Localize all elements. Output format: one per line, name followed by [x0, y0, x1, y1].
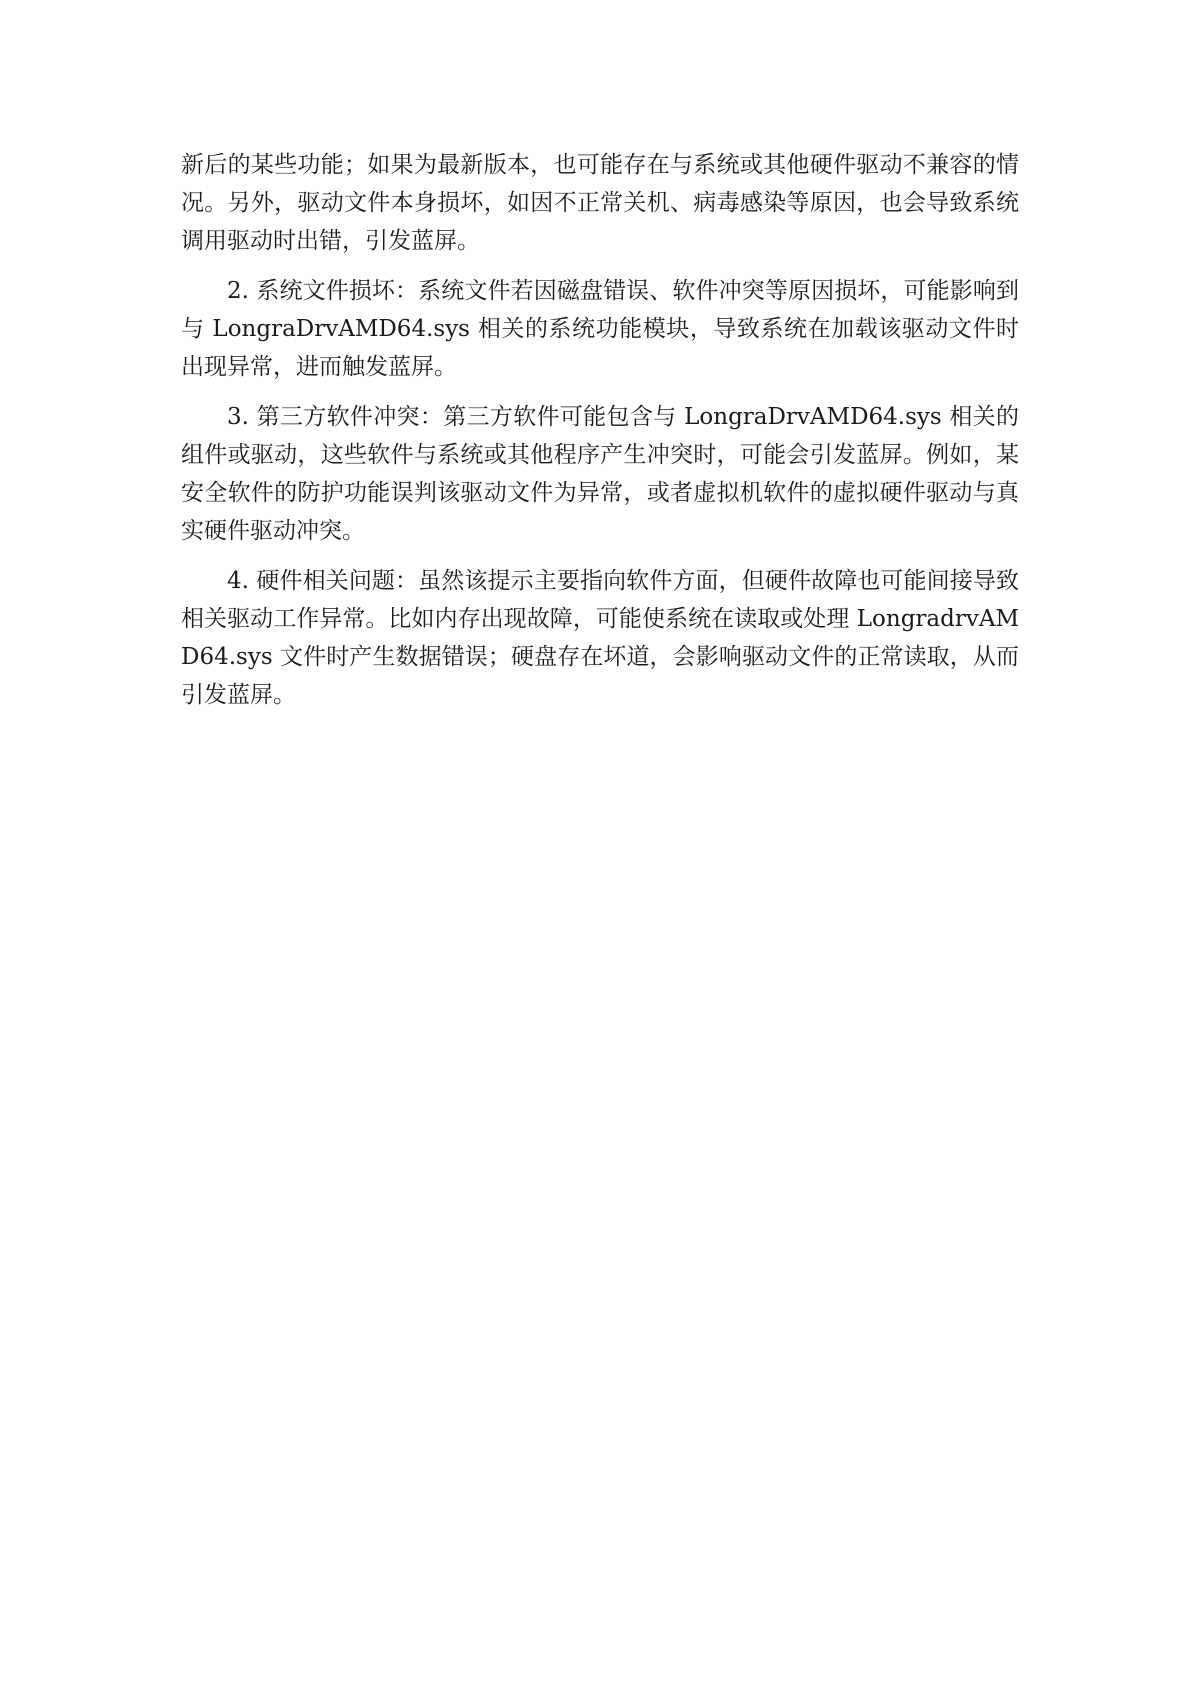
- paragraph-system-file-damage: 2. 系统文件损坏：系统文件若因磁盘错误、软件冲突等原因损坏，可能影响到与 LongraDrvAMD64.sys 相关的系统功能模块，导致系统在加载该驱动文件时出现异常，进而触发蓝屏。: [181, 278, 1019, 380]
- paragraph-hardware-issues: 4. 硬件相关问题：虽然该提示主要指向软件方面，但硬件故障也可能间接导致相关驱动工作异常。比如内存出现故障，可能使系统在读取或处理 LongradrvAMD64.sys 文件时产生数据错误；硬盘存在坏道，会影响驱动文件的正常读取，从而引发蓝屏。: [181, 568, 1019, 708]
- document-body: [181, 146, 1019, 726]
- paragraph-third-party-conflict: 3. 第三方软件冲突：第三方软件可能包含与 LongraDrvAMD64.sys 相关的组件或驱动，这些软件与系统或其他程序产生冲突时，可能会引发蓝屏。例如，某安全软件的防护功能误判该驱动文件为异常，或者虚拟机软件的虚拟硬件驱动与真实硬件驱动冲突。: [181, 404, 1019, 544]
- paragraph-driver-compatibility: 新后的某些功能；如果为最新版本，也可能存在与系统或其他硬件驱动不兼容的情况。另外，驱动文件本身损坏，如因不正常关机、病毒感染等原因，也会导致系统调用驱动时出错，引发蓝屏。: [181, 152, 1019, 254]
